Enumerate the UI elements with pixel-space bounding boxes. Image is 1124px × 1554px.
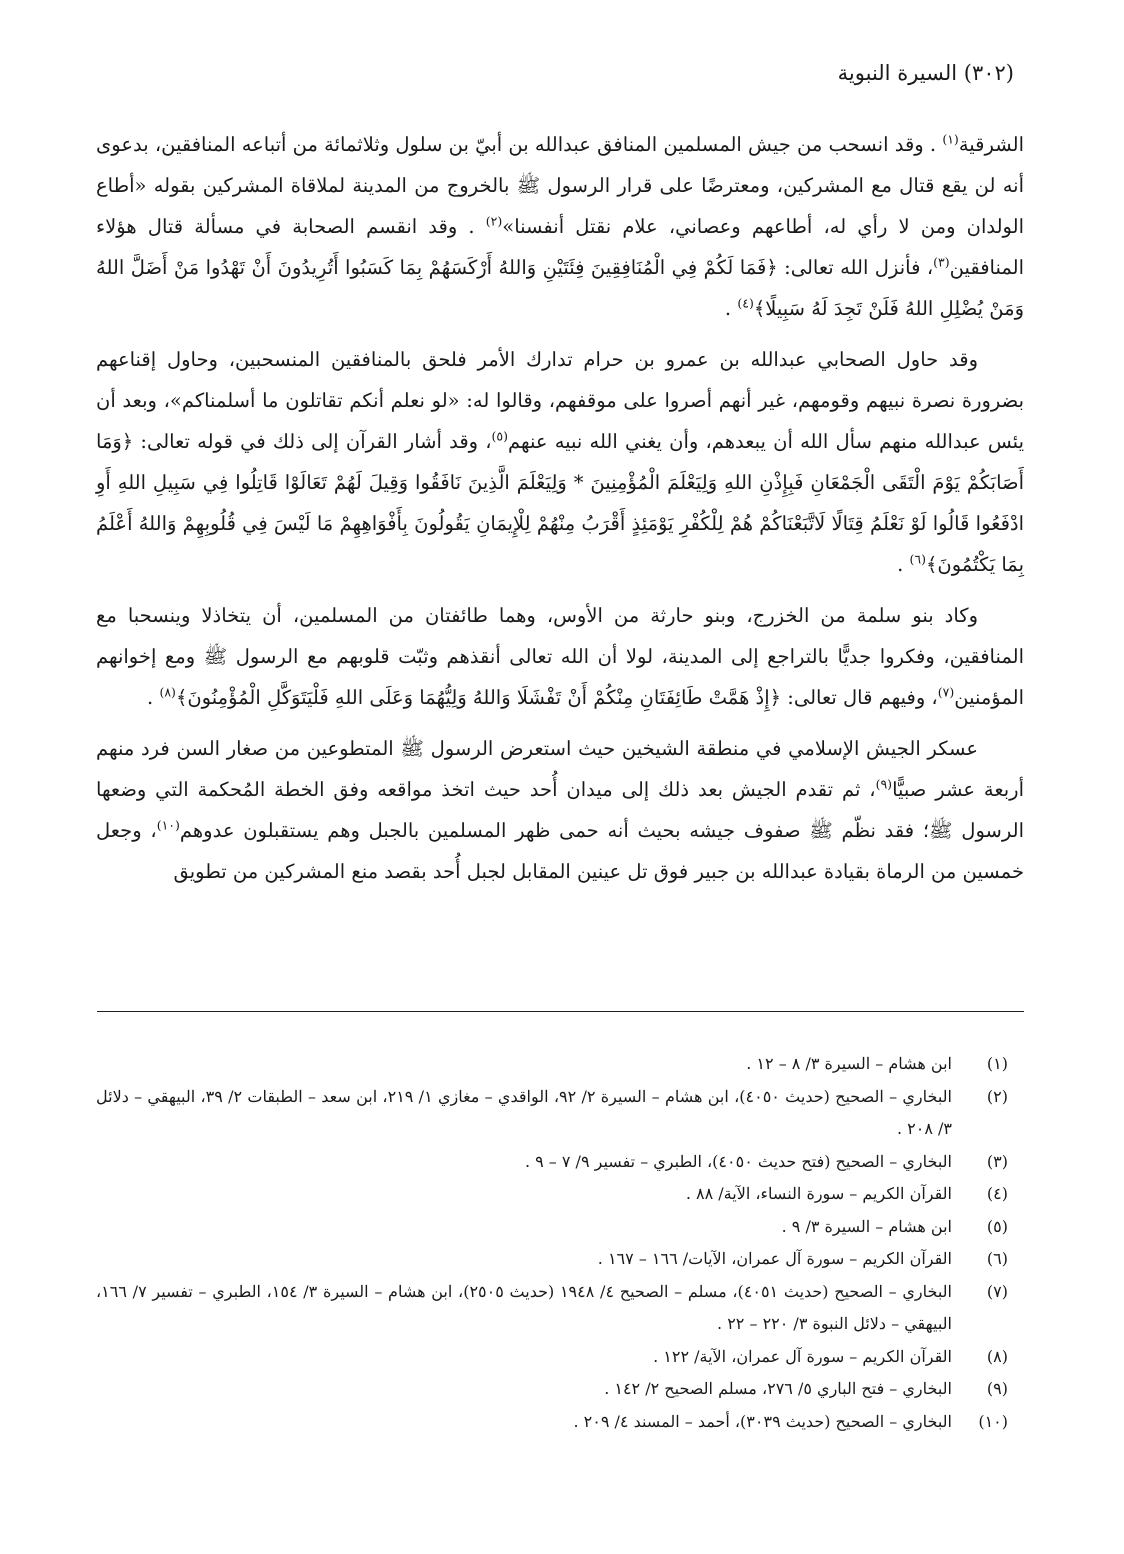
footnote-ref: (١٠) — [156, 817, 180, 833]
text-run: ، وفيهم قال تعالى: ﴿إِذْ هَمَّتْ طَائِفَتَانِ مِنْكُمْ أَنْ تَفْشَلَا وَاللهُ وَلِيُّهُمَا وَعَلَى اللهِ فَلْيَتَوَكَّلِ الْمُؤْمِنُونَ﴾ — [175, 686, 938, 709]
footnote-text: ابن هشام – السيرة ٣/ ٨ – ١٢ . — [746, 1054, 952, 1073]
footnote-text: البخاري – الصحيح (حديث ٤٠٥١)، مسلم – الصحيح ٤/ ١٩٤٨ (حديث ٢٥٠٥)، ابن هشام – السيرة ٣/ ١٥٤، الطبري – تفسير ٧/ ١٦٦، البيهقي – دلائل النبوة ٣/ ٢٢٠ – ٢٢ . — [96, 1281, 952, 1333]
footnote — [96, 1276, 1024, 1341]
footnote — [96, 1243, 1024, 1276]
paragraph — [96, 339, 1024, 585]
footnote-ref: (٢) — [485, 213, 503, 229]
footnote-number: (٢) — [986, 1086, 1008, 1106]
footnote-text: البخاري – فتح الباري ٥/ ٢٧٦، مسلم الصحيح ٢/ ١٤٢ . — [604, 1379, 952, 1398]
footnote — [96, 1081, 1024, 1146]
text-run: . وقد انسحب من جيش المسلمين المنافق عبدالله بن أبيّ بن سلول وثلاثمائة من أتباعه المنافقين، بدعوى أنه لن يقع قتال مع المشركين، ومعترضًا على قرار الرسول ﷺ بالخروج من المدينة لملاقاة المشركين بقوله «أطاع الولدان ومن لا رأي له، أطاعهم وعصاني، علام نقتل أنفسنا» — [96, 133, 1024, 238]
footnote — [96, 1406, 1024, 1439]
footnote-number: (٥) — [986, 1216, 1008, 1236]
footnote — [96, 1373, 1024, 1406]
text-run: . — [897, 553, 910, 576]
footnote-number: (٨) — [986, 1346, 1008, 1366]
text-run: . وقد انقسم الصحابة في مسألة قتال هؤلاء المنافقين — [96, 215, 1024, 279]
footnote-text: ابن هشام – السيرة ٣/ ٩ . — [781, 1216, 952, 1236]
text-run: ، وجعل خمسين من الرماة بقيادة عبدالله بن جبير فوق تل عينين المقابل لجبل أُحد بقصد منع المشركين من تطويق — [96, 819, 1024, 883]
footnote-ref: (٣) — [933, 254, 950, 270]
footnote-ref: (٤) — [737, 295, 754, 311]
footnote-text: البخاري – الصحيح (حديث ٣٠٣٩)، أحمد – المسند ٤/ ٢٠٩ . — [573, 1411, 952, 1431]
paragraph — [96, 124, 1024, 329]
paragraph — [96, 595, 1024, 718]
footnote-number: (١٠) — [978, 1411, 1008, 1431]
footnote-number: (٣) — [986, 1151, 1008, 1171]
footnote-text: البخاري – الصحيح (حديث ٤٠٥٠)، ابن هشام – السيرة ٢/ ٩٢، الواقدي – مغازي ١/ ٢١٩، ابن سعد – الطبقات ٢/ ٣٩، البيهقي – دلائل ٣/ ٢٠٨ . — [96, 1086, 952, 1138]
footnote-text: القرآن الكريم – سورة النساء، الآية/ ٨٨ . — [685, 1184, 952, 1203]
footnote-text: القرآن الكريم – سورة آل عمران، الآيات/ ١٦٦ – ١٦٧ . — [597, 1249, 952, 1268]
footnote-number: (٩) — [986, 1379, 1008, 1398]
text-run: . — [147, 686, 160, 709]
footnote-ref: (٦) — [909, 551, 926, 567]
text-run: ، فأنزل الله تعالى: ﴿فَمَا لَكُمْ فِي الْمُنَافِقِينَ فِئَتَيْنِ وَاللهُ أَرْكَسَهُمْ بِمَا كَسَبُوا أَتُرِيدُونَ أَنْ تَهْدُوا مَنْ أَضَلَّ اللهُ وَمَنْ يُضْلِلِ اللهُ فَلَنْ تَجِدَ لَهُ سَبِيلًا﴾ — [96, 256, 1024, 320]
footnote — [96, 1341, 1024, 1374]
main-text — [96, 124, 1024, 902]
footnotes — [96, 1048, 1024, 1438]
footnote-ref: (٨) — [159, 684, 176, 700]
footnote-ref: (٩) — [875, 776, 893, 792]
text-run: ، ثم تقدم الجيش بعد ذلك إلى ميدان أُحد حيث اتخذ مواقعه وفق الخطة المُحكمة التي وضعها الرسول ﷺ؛ فقد نظّم ﷺ صفوف جيشه بحيث أنه حمى ظهر المسلمين بالجبل وهم يستقبلون عدوهم — [96, 778, 1025, 842]
text-run: . — [724, 297, 738, 320]
footnote-separator — [97, 1011, 1024, 1012]
footnote — [96, 1048, 1024, 1081]
text-run: الشرقية — [958, 133, 1024, 156]
footnote-number: (٤) — [986, 1184, 1008, 1203]
footnote — [96, 1178, 1024, 1211]
footnote-ref: (١) — [942, 131, 959, 147]
footnote-number: (٦) — [986, 1249, 1008, 1268]
footnote-number: (١) — [986, 1054, 1008, 1073]
footnote-ref: (٥) — [491, 428, 509, 444]
footnote — [96, 1211, 1024, 1244]
paragraph — [96, 728, 1024, 892]
footnote-ref: (٧) — [937, 684, 955, 700]
footnote — [96, 1146, 1024, 1179]
text-run: عسكر الجيش الإسلامي في منطقة الشيخين حيث استعرض الرسول ﷺ المتطوعين من صغار السن فرد منهم أربعة عشر صبيًّا — [96, 737, 1024, 801]
text-run: وكاد بنو سلمة من الخزرج، وبنو حارثة من الأوس، وهما طائفتان من المسلمين، أن يتخاذلا وينسحبا مع المنافقين، وفكروا جديًّا بالتراجع إلى المدينة، لولا أن الله تعالى أنقذهم وثبّت قلوبهم مع الرسول ﷺ ومع إخوانهم المؤمنين — [96, 604, 1024, 709]
running-head: (٣٠٢) السيرة النبوية — [837, 61, 1014, 85]
footnote-text: القرآن الكريم – سورة آل عمران، الآية/ ١٢٢ . — [653, 1346, 952, 1366]
footnote-text: البخاري – الصحيح (فتح حديث ٤٠٥٠)، الطبري – تفسير ٩/ ٧ – ٩ . — [524, 1151, 952, 1171]
text-run: وقد حاول الصحابي عبدالله بن عمرو بن حرام تدارك الأمر فلحق بالمنافقين المنسحبين، وحاول إقناعهم بضرورة نصرة نبيهم وقومهم، غير أنهم أصروا على موقفهم، وقالوا له: «لو نعلم أنكم تقاتلون ما أسلمناكم»، وبعد أن يئس عبدالله منهم سأل الله أن يبعدهم، وأن يغني الله نبيه عنهم — [96, 348, 1024, 453]
footnote-number: (٧) — [986, 1281, 1008, 1301]
text-run: ، وقد أشار القرآن إلى ذلك في قوله تعالى: ﴿وَمَا أَصَابَكُمْ يَوْمَ الْتَقَى الْجَمْعَانِ فَبِإِذْنِ اللهِ وَلِيَعْلَمَ الْمُؤْمِنِينَ * وَلِيَعْلَمَ الَّذِينَ نَافَقُوا وَقِيلَ لَهُمْ تَعَالَوْا قَاتِلُوا فِي سَبِيلِ اللهِ أَوِ ادْفَعُوا قَالُوا لَوْ نَعْلَمُ قِتَالًا لَاتَّبَعْنَاكُمْ هُمْ لِلْكُفْرِ يَوْمَئِذٍ أَقْرَبُ مِنْهُمْ لِلْإِيمَانِ يَقُولُونَ بِأَفْوَاهِهِمْ مَا لَيْسَ فِي قُلُوبِهِمْ وَاللهُ أَعْلَمُ بِمَا يَكْتُمُونَ﴾ — [96, 430, 1024, 576]
